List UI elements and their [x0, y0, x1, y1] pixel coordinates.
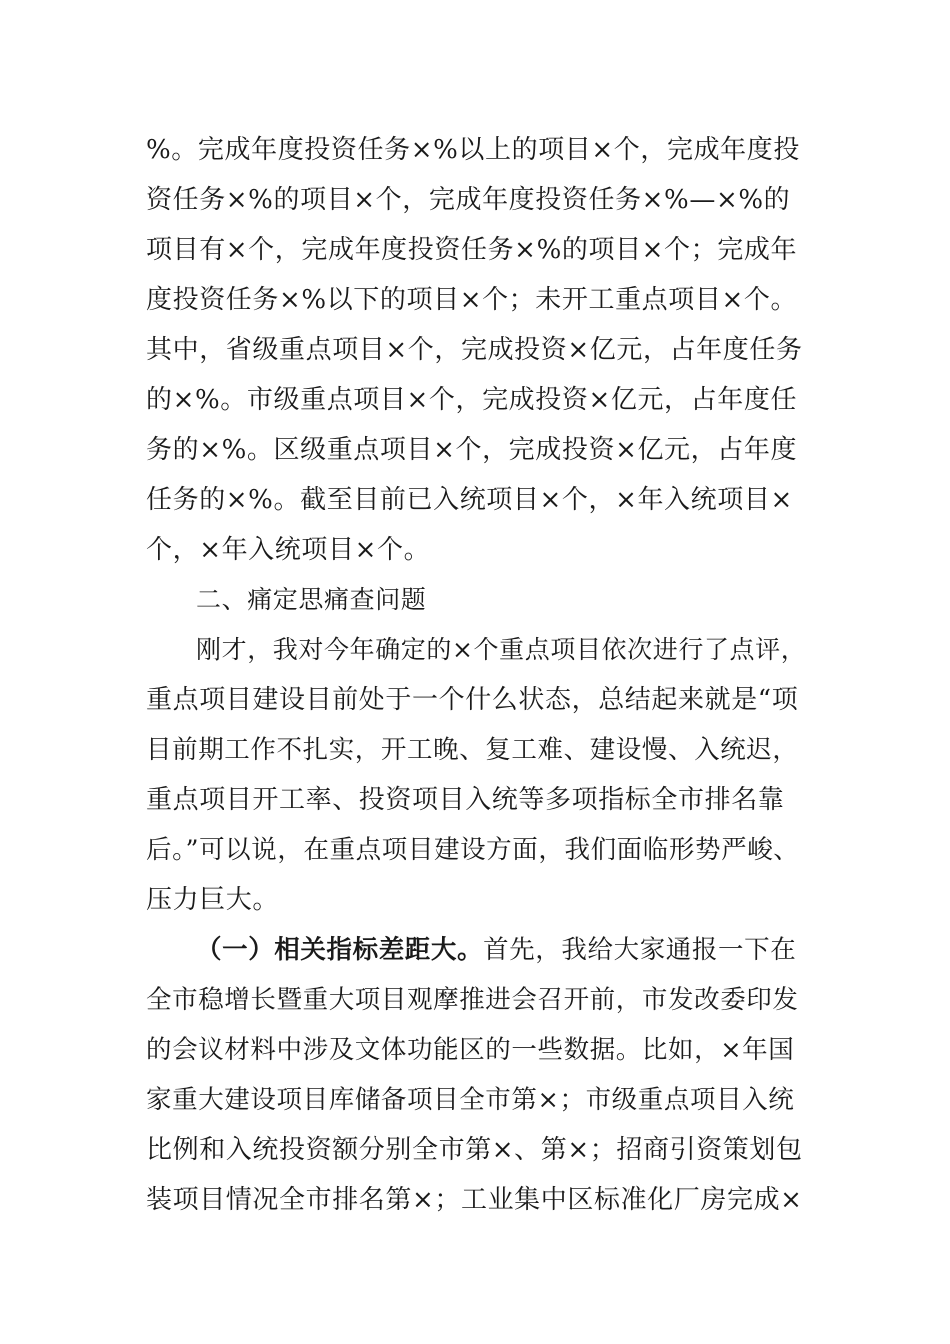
- text-line: 的×%。市级重点项目×个，完成投资×亿元，占年度任: [146, 385, 798, 415]
- text-line: 全市稳增长暨重大项目观摩推进会召开前，市发改委印发: [146, 985, 799, 1015]
- section-heading: 二、痛定思痛查问题: [196, 585, 427, 614]
- text-line: 后。”可以说，在重点项目建设方面，我们面临形势严峻、: [146, 835, 800, 865]
- text-line: 比例和入统投资额分别全市第×、第×；招商引资策划包: [146, 1135, 803, 1165]
- text-line: 任务的×%。截至目前已入统项目×个，×年入统项目×: [146, 485, 793, 515]
- text-line: 装项目情况全市排名第×；工业集中区标准化厂房完成×: [146, 1185, 803, 1215]
- text-line: 重点项目开工率、投资项目入统等多项指标全市排名靠: [146, 785, 785, 815]
- text-line: 重点项目建设目前处于一个什么状态，总结起来就是“项: [146, 685, 799, 715]
- text-line: 个，×年入统项目×个。: [146, 535, 431, 565]
- subsection-heading: （一）相关指标差距大。: [196, 935, 484, 965]
- text-line: 务的×%。区级重点项目×个，完成投资×亿元，占年度: [146, 435, 798, 465]
- text-line: %。完成年度投资任务×%以上的项目×个，完成年度投: [146, 135, 800, 165]
- text-line: 目前期工作不扎实，开工晚、复工难、建设慢、入统迟，: [146, 735, 799, 765]
- text-line: 刚才，我对今年确定的×个重点项目依次进行了点评，: [196, 635, 807, 664]
- subsection-line: [196, 930, 796, 970]
- text-line: 项目有×个，完成年度投资任务×%的项目×个；完成年: [146, 235, 798, 265]
- text-line: 压力巨大。: [146, 885, 280, 915]
- text-line: 家重大建设项目库储备项目全市第×；市级重点项目入统: [146, 1085, 795, 1115]
- text-line: 度投资任务×%以下的项目×个；未开工重点项目×个。: [146, 285, 798, 315]
- text-line: 资任务×%的项目×个，完成年度投资任务×%—×%的: [146, 185, 791, 215]
- text-line: 其中，省级重点项目×个，完成投资×亿元，占年度任务: [146, 335, 803, 365]
- text-line: 的会议材料中涉及文体功能区的一些数据。比如，×年国: [146, 1035, 795, 1065]
- subsection-text: 首先，我给大家通报一下在: [483, 935, 797, 965]
